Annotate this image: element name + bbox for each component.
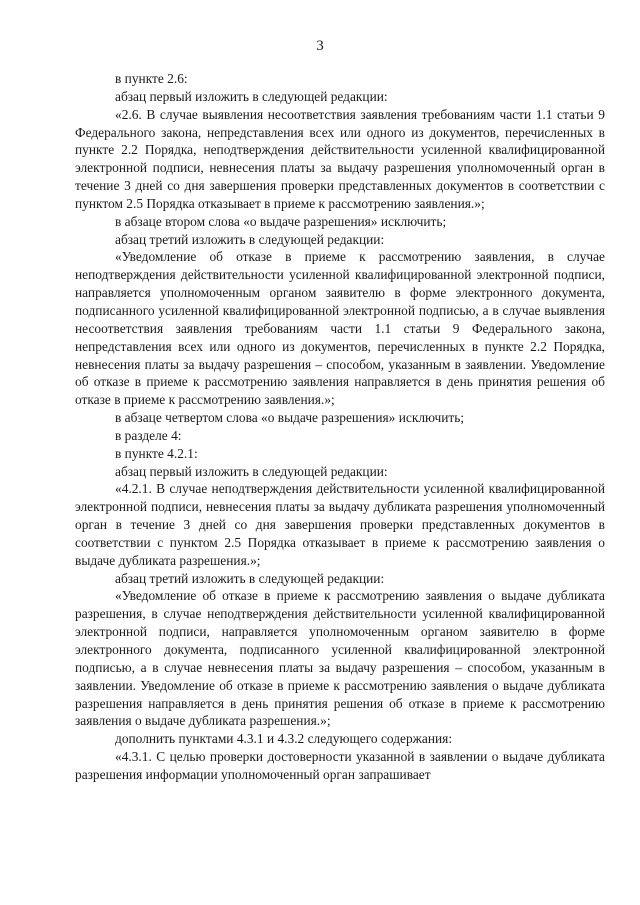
page-number: 3 (316, 38, 324, 54)
paragraph: абзац третий изложить в следующей редакции: (115, 231, 385, 247)
paragraph: в разделе 4: (115, 427, 182, 443)
paragraph: абзац первый изложить в следующей редакции: (115, 88, 388, 104)
paragraph: в абзаце втором слова «о выдаче разрешения» исключить; (115, 213, 447, 229)
paragraph: абзац первый изложить в следующей редакции: (115, 463, 388, 479)
paragraph: «Уведомление об отказе в приеме к рассмотрению заявления о выдаче дубликата разрешения, в случае неподтверждения действительности усиленной квалифицированной электронной подписи, направляется уполномоченным органом заявителю в форме электронного документа, подписанного усиленной квалифицированной электронной подписью, а в случае невнесения платы за выдачу разрешения – способом, указанным в заявлении. Уведомление об отказе в приеме к рассмотрению заявления о выдаче дубликата разрешения направляется в день принятия решения об отказе в приеме к рассмотрению заявления о выдаче дубликата разрешения.»; (75, 588, 605, 729)
paragraph: «2.6. В случае выявления несоответствия заявления требованиям части 1.1 статьи 9 Федерального закона, непредставления всех или одного из документов, перечисленных в пункте 2.2 Порядка, неподтверждения действительности усиленной квалифицированной электронной подписи, невнесения платы за выдачу разрешения уполномоченный орган в течение 3 дней со дня завершения проверки представленных документов в соответствии с пунктом 2.5 Порядка отказывает в приеме к рассмотрению заявления.»; (75, 106, 605, 211)
paragraph: дополнить пунктами 4.3.1 и 4.3.2 следующего содержания: (115, 731, 453, 747)
document-body (75, 70, 605, 784)
paragraph: абзац третий изложить в следующей редакции: (115, 570, 385, 586)
paragraph: в абзаце четвертом слова «о выдаче разрешения» исключить; (115, 410, 465, 426)
paragraph: «4.2.1. В случае неподтверждения действительности усиленной квалифицированной электронной подписи, невнесения платы за выдачу дубликата разрешения уполномоченный орган в течение 3 дней со дня завершения проверки представленных документов в соответствии с пунктом 2.5 Порядка отказывает в приеме к рассмотрению заявления о выдаче дубликата разрешения.»; (75, 481, 605, 568)
paragraph: в пункте 4.2.1: (115, 445, 198, 461)
paragraph: «4.3.1. С целью проверки достоверности указанной в заявлении о выдаче дубликата разрешения информации уполномоченный орган запрашивает (75, 749, 605, 782)
paragraph: в пункте 2.6: (115, 71, 188, 86)
paragraph: «Уведомление об отказе в приеме к рассмотрению заявления, в случае неподтверждения действительности усиленной квалифицированной электронной подписи, направляется уполномоченным органом заявителю в форме электронного документа, подписанного усиленной квалифицированной электронной подписью, а в случае выявления несоответствия заявления требованиям части 1.1 статьи 9 Федерального закона, непредставления всех или одного из документов, перечисленных в пункте 2.2 Порядка, невнесения платы за выдачу разрешения – способом, указанным в заявлении. Уведомление об отказе в приеме к рассмотрению заявления направляется в день принятия решения об отказе в приеме к рассмотрению заявления.»; (75, 249, 605, 408)
